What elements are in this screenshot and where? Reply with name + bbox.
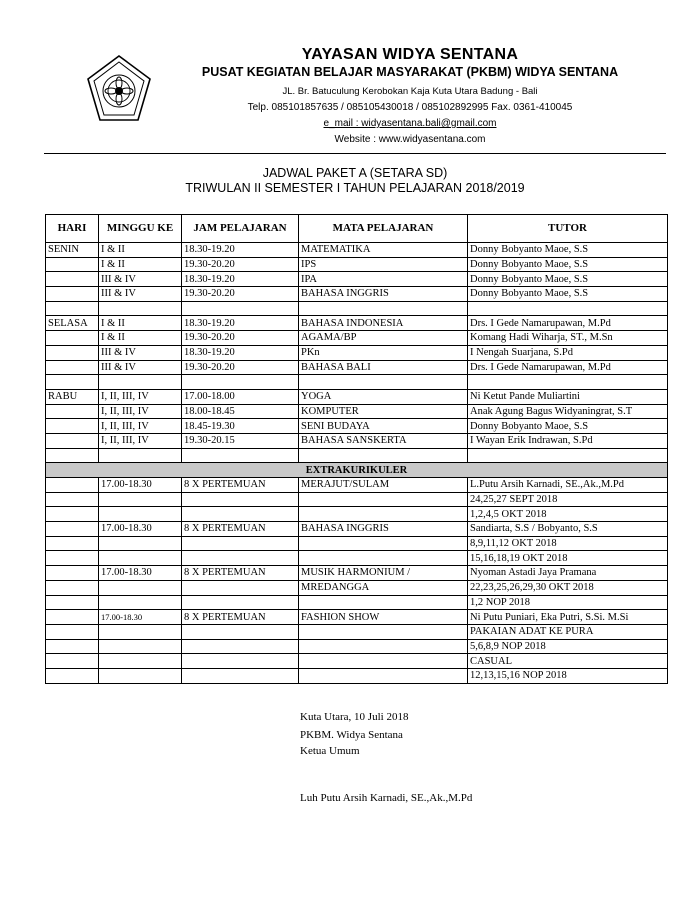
extra-cell-jam-pelajaran: [182, 536, 299, 551]
extra-cell-minggu-ke: 17.00-18.30: [99, 478, 182, 493]
table-row: [46, 375, 668, 390]
extra-row: [46, 492, 668, 507]
table-row: [46, 257, 668, 272]
cell-hari: [46, 375, 99, 390]
cell-minggu-ke: III & IV: [99, 287, 182, 302]
extra-cell-mata-pelajaran: [299, 551, 468, 566]
extra-cell-minggu-ke: [99, 595, 182, 610]
cell-tutor: Ni Ketut Pande Muliartini: [468, 389, 668, 404]
extra-cell-mata-pelajaran: BAHASA INGGRIS: [299, 522, 468, 537]
extra-cell-jam-pelajaran: [182, 492, 299, 507]
extracurricular-label: EXTRAKURIKULER: [46, 463, 668, 478]
table-row: [46, 345, 668, 360]
cell-mata-pelajaran: BAHASA BALI: [299, 360, 468, 375]
extra-cell-mata-pelajaran: [299, 595, 468, 610]
extra-cell-jam-pelajaran: 8 X PERTEMUAN: [182, 522, 299, 537]
extra-cell-jam-pelajaran: [182, 595, 299, 610]
extra-cell-hari: [46, 668, 99, 683]
header-jam-pelajaran: JAM PELAJARAN: [182, 215, 299, 243]
extra-cell-minggu-ke: [99, 536, 182, 551]
cell-jam-pelajaran: 18.30-19.20: [182, 316, 299, 331]
cell-tutor: [468, 448, 668, 463]
table-row: [46, 433, 668, 448]
extra-cell-hari: [46, 536, 99, 551]
extra-cell-minggu-ke: 17.00-18.30: [99, 566, 182, 581]
cell-minggu-ke: III & IV: [99, 272, 182, 287]
extra-row: [46, 478, 668, 493]
cell-jam-pelajaran: 19.30-20.20: [182, 360, 299, 375]
cell-mata-pelajaran: PKn: [299, 345, 468, 360]
cell-hari: [46, 360, 99, 375]
extra-cell-hari: [46, 566, 99, 581]
table-row: [46, 316, 668, 331]
extra-cell-tutor: 1,2 NOP 2018: [468, 595, 668, 610]
extra-cell-mata-pelajaran: [299, 624, 468, 639]
cell-mata-pelajaran: KOMPUTER: [299, 404, 468, 419]
cell-minggu-ke: [99, 301, 182, 316]
table-row: [46, 301, 668, 316]
cell-hari: [46, 404, 99, 419]
cell-hari: SENIN: [46, 243, 99, 258]
org-subtitle: PUSAT KEGIATAN BELAJAR MASYARAKAT (PKBM) WIDYA SENTANA: [201, 65, 619, 79]
table-row: [46, 404, 668, 419]
cell-hari: [46, 448, 99, 463]
header-minggu-ke: MINGGU KE: [99, 215, 182, 243]
cell-tutor: [468, 375, 668, 390]
org-email-link[interactable]: e_mail : widyasentana.bali@gmail.com: [323, 118, 497, 129]
cell-minggu-ke: I & II: [99, 316, 182, 331]
extra-cell-minggu-ke: [99, 492, 182, 507]
table-row: [46, 331, 668, 346]
extra-cell-hari: [46, 492, 99, 507]
table-body: [46, 243, 668, 684]
extra-cell-tutor: PAKAIAN ADAT KE PURA: [468, 624, 668, 639]
header-tutor: TUTOR: [468, 215, 668, 243]
cell-hari: SELASA: [46, 316, 99, 331]
extra-cell-minggu-ke: 17.00-18.30: [99, 610, 182, 625]
cell-mata-pelajaran: MATEMATIKA: [299, 243, 468, 258]
extra-cell-tutor: 1,2,4,5 OKT 2018: [468, 507, 668, 522]
cell-mata-pelajaran: BAHASA INGGRIS: [299, 287, 468, 302]
extra-cell-hari: [46, 551, 99, 566]
cell-hari: [46, 257, 99, 272]
extra-cell-jam-pelajaran: 8 X PERTEMUAN: [182, 566, 299, 581]
cell-minggu-ke: III & IV: [99, 360, 182, 375]
cell-tutor: Komang Hadi Wiharja, ST., M.Sn: [468, 331, 668, 346]
table-row: [46, 448, 668, 463]
cell-mata-pelajaran: BAHASA SANSKERTA: [299, 433, 468, 448]
cell-minggu-ke: I & II: [99, 243, 182, 258]
pkbm-logo-icon: [84, 54, 154, 124]
cell-jam-pelajaran: 19.30-20.20: [182, 287, 299, 302]
cell-tutor: I Nengah Suarjana, S.Pd: [468, 345, 668, 360]
org-email[interactable]: [150, 118, 670, 129]
extra-row: [46, 668, 668, 683]
header-mata-pelajaran: MATA PELAJARAN: [299, 215, 468, 243]
extra-cell-hari: [46, 639, 99, 654]
extra-cell-minggu-ke: [99, 639, 182, 654]
extra-cell-jam-pelajaran: [182, 580, 299, 595]
extra-cell-mata-pelajaran: MUSIK HARMONIUM /: [299, 566, 468, 581]
extra-cell-tutor: 22,23,25,26,29,30 OKT 2018: [468, 580, 668, 595]
cell-hari: [46, 419, 99, 434]
extra-row: [46, 507, 668, 522]
cell-tutor: Donny Bobyanto Maoe, S.S: [468, 419, 668, 434]
cell-mata-pelajaran: IPA: [299, 272, 468, 287]
cell-jam-pelajaran: [182, 301, 299, 316]
schedule-title: JADWAL PAKET A (SETARA SD): [262, 166, 448, 180]
header-divider: [44, 153, 666, 154]
cell-jam-pelajaran: 18.30-19.20: [182, 243, 299, 258]
extra-cell-hari: [46, 595, 99, 610]
cell-minggu-ke: I, II, III, IV: [99, 389, 182, 404]
extra-cell-hari: [46, 580, 99, 595]
org-website: Website : www.widyasentana.com: [334, 134, 486, 145]
extra-row: [46, 639, 668, 654]
cell-tutor: Drs. I Gede Namarupawan, M.Pd: [468, 360, 668, 375]
cell-jam-pelajaran: 18.45-19.30: [182, 419, 299, 434]
extra-cell-minggu-ke: [99, 580, 182, 595]
cell-tutor: Anak Agung Bagus Widyaningrat, S.T: [468, 404, 668, 419]
extra-row: [46, 551, 668, 566]
extra-cell-hari: [46, 610, 99, 625]
cell-jam-pelajaran: [182, 448, 299, 463]
extra-cell-jam-pelajaran: [182, 639, 299, 654]
cell-minggu-ke: III & IV: [99, 345, 182, 360]
extra-cell-minggu-ke: [99, 668, 182, 683]
extra-row: [46, 566, 668, 581]
extra-cell-hari: [46, 478, 99, 493]
extra-cell-jam-pelajaran: [182, 654, 299, 669]
extra-cell-minggu-ke: [99, 551, 182, 566]
extracurricular-header-row: [46, 463, 668, 478]
extra-cell-jam-pelajaran: [182, 507, 299, 522]
extra-cell-jam-pelajaran: [182, 624, 299, 639]
schedule-table: [45, 214, 668, 684]
signature-name: Luh Putu Arsih Karnadi, SE.,Ak.,M.Pd: [300, 792, 473, 804]
cell-mata-pelajaran: [299, 375, 468, 390]
table-row: [46, 360, 668, 375]
cell-tutor: [468, 301, 668, 316]
cell-hari: RABU: [46, 389, 99, 404]
extra-row: [46, 536, 668, 551]
extra-cell-tutor: 5,6,8,9 NOP 2018: [468, 639, 668, 654]
cell-tutor: Drs. I Gede Namarupawan, M.Pd: [468, 316, 668, 331]
cell-tutor: Donny Bobyanto Maoe, S.S: [468, 243, 668, 258]
extra-cell-hari: [46, 507, 99, 522]
cell-jam-pelajaran: 18.30-19.20: [182, 272, 299, 287]
table-row: [46, 389, 668, 404]
extra-cell-tutor: 12,13,15,16 NOP 2018: [468, 668, 668, 683]
extra-cell-mata-pelajaran: [299, 668, 468, 683]
extra-cell-jam-pelajaran: [182, 668, 299, 683]
extra-cell-tutor: CASUAL: [468, 654, 668, 669]
extra-row: [46, 522, 668, 537]
cell-mata-pelajaran: BAHASA INDONESIA: [299, 316, 468, 331]
extra-cell-mata-pelajaran: MREDANGGA: [299, 580, 468, 595]
cell-jam-pelajaran: 19.30-20.15: [182, 433, 299, 448]
cell-tutor: Donny Bobyanto Maoe, S.S: [468, 257, 668, 272]
cell-minggu-ke: I & II: [99, 257, 182, 272]
header-hari: HARI: [46, 215, 99, 243]
extra-cell-tutor: L.Putu Arsih Karnadi, SE.,Ak.,M.Pd: [468, 478, 668, 493]
extra-row: [46, 654, 668, 669]
extra-cell-jam-pelajaran: [182, 551, 299, 566]
table-row: [46, 287, 668, 302]
extra-cell-mata-pelajaran: MERAJUT/SULAM: [299, 478, 468, 493]
cell-mata-pelajaran: [299, 448, 468, 463]
extra-cell-hari: [46, 522, 99, 537]
cell-jam-pelajaran: [182, 375, 299, 390]
cell-hari: [46, 345, 99, 360]
extra-cell-jam-pelajaran: 8 X PERTEMUAN: [182, 610, 299, 625]
cell-tutor: Donny Bobyanto Maoe, S.S: [468, 272, 668, 287]
table-row: [46, 243, 668, 258]
cell-mata-pelajaran: [299, 301, 468, 316]
extra-row: [46, 624, 668, 639]
extra-cell-tutor: 24,25,27 SEPT 2018: [468, 492, 668, 507]
cell-jam-pelajaran: 18.00-18.45: [182, 404, 299, 419]
extra-cell-minggu-ke: 17.00-18.30: [99, 522, 182, 537]
extra-cell-tutor: Sandiarta, S.S / Bobyanto, S.S: [468, 522, 668, 537]
extra-row: [46, 610, 668, 625]
cell-minggu-ke: [99, 375, 182, 390]
cell-jam-pelajaran: 19.30-20.20: [182, 331, 299, 346]
cell-hari: [46, 433, 99, 448]
cell-jam-pelajaran: 19.30-20.20: [182, 257, 299, 272]
cell-minggu-ke: [99, 448, 182, 463]
cell-mata-pelajaran: SENI BUDAYA: [299, 419, 468, 434]
extra-cell-mata-pelajaran: FASHION SHOW: [299, 610, 468, 625]
extra-cell-mata-pelajaran: [299, 536, 468, 551]
org-address: JL. Br. Batuculung Kerobokan Kaja Kuta Utara Badung - Bali: [282, 86, 538, 97]
extra-cell-mata-pelajaran: [299, 492, 468, 507]
extra-cell-mata-pelajaran: [299, 507, 468, 522]
extra-cell-jam-pelajaran: 8 X PERTEMUAN: [182, 478, 299, 493]
cell-hari: [46, 287, 99, 302]
signature-place-date: Kuta Utara, 10 Juli 2018: [300, 711, 409, 723]
extra-cell-minggu-ke: [99, 507, 182, 522]
extra-row: [46, 595, 668, 610]
cell-hari: [46, 272, 99, 287]
cell-minggu-ke: I, II, III, IV: [99, 404, 182, 419]
extra-cell-mata-pelajaran: [299, 639, 468, 654]
cell-hari: [46, 301, 99, 316]
cell-tutor: Donny Bobyanto Maoe, S.S: [468, 287, 668, 302]
table-row: [46, 272, 668, 287]
extra-cell-mata-pelajaran: [299, 654, 468, 669]
org-phone: Telp. 085101857635 / 085105430018 / 085102892995 Fax. 0361-410045: [247, 102, 573, 113]
extra-cell-minggu-ke: [99, 654, 182, 669]
extra-cell-tutor: Ni Putu Puniari, Eka Putri, S.Si. M.Si: [468, 610, 668, 625]
cell-minggu-ke: I, II, III, IV: [99, 433, 182, 448]
extra-cell-tutor: 8,9,11,12 OKT 2018: [468, 536, 668, 551]
extra-cell-hari: [46, 654, 99, 669]
cell-tutor: I Wayan Erik Indrawan, S.Pd: [468, 433, 668, 448]
cell-mata-pelajaran: IPS: [299, 257, 468, 272]
cell-minggu-ke: I, II, III, IV: [99, 419, 182, 434]
extra-cell-tutor: Nyoman Astadi Jaya Pramana: [468, 566, 668, 581]
extra-cell-hari: [46, 624, 99, 639]
extra-cell-tutor: 15,16,18,19 OKT 2018: [468, 551, 668, 566]
org-name: YAYASAN WIDYA SENTANA: [301, 46, 519, 63]
schedule-subtitle: TRIWULAN II SEMESTER I TAHUN PELAJARAN 2018/2019: [185, 181, 525, 195]
table-row: [46, 419, 668, 434]
cell-jam-pelajaran: 18.30-19.20: [182, 345, 299, 360]
signature-role: Ketua Umum: [300, 745, 360, 757]
extra-row: [46, 580, 668, 595]
table-header-row: [46, 215, 668, 243]
extra-cell-minggu-ke: [99, 624, 182, 639]
cell-mata-pelajaran: YOGA: [299, 389, 468, 404]
signature-org: PKBM. Widya Sentana: [300, 729, 403, 741]
cell-minggu-ke: I & II: [99, 331, 182, 346]
cell-mata-pelajaran: AGAMA/BP: [299, 331, 468, 346]
cell-hari: [46, 331, 99, 346]
cell-jam-pelajaran: 17.00-18.00: [182, 389, 299, 404]
